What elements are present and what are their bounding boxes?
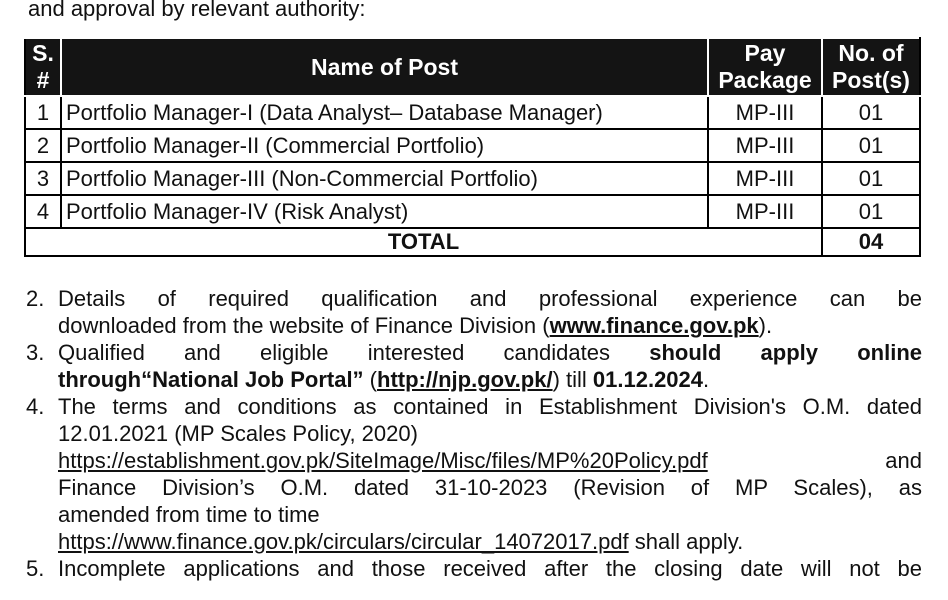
row-post-name: Portfolio Manager-II (Commercial Portfolio) (61, 129, 708, 162)
njp-portal-link[interactable]: http://njp.gov.pk/ (377, 367, 553, 392)
row-post-name: Portfolio Manager-III (Non-Commercial Portfolio) (61, 162, 708, 195)
item-text: through“National Job Portal” (http://njp.gov.pk/) till 01.12.2024. (58, 367, 710, 392)
item-text: Finance Division’s O.M. dated 31-10-2023 (Revision of MP Scales), as (58, 475, 922, 500)
item-text: 12.01.2021 (MP Scales Policy, 2020) (58, 421, 418, 446)
condition-item-3 (24, 339, 922, 393)
table-row (25, 96, 920, 129)
item-text: downloaded from the website of Finance Division (www.finance.gov.pk). (58, 313, 773, 338)
table-row (25, 195, 920, 228)
table-total-row (25, 228, 920, 256)
row-pay: MP-III (708, 162, 822, 195)
total-value: 04 (822, 228, 920, 256)
row-count: 01 (822, 129, 920, 162)
row-pay: MP-III (708, 96, 822, 129)
row-count: 01 (822, 96, 920, 129)
item-text: Qualified and eligible interested candidates should apply online (58, 340, 922, 365)
item-text: Incomplete applications and those received after the closing date will not be (58, 556, 922, 581)
table-header-row (25, 38, 920, 96)
row-sno: 2 (25, 129, 61, 162)
conditions-list (24, 285, 922, 582)
item-text: Details of required qualification and professional experience can be (58, 286, 922, 311)
row-count: 01 (822, 195, 920, 228)
row-pay: MP-III (708, 195, 822, 228)
condition-item-2 (24, 285, 922, 339)
item-number: 3. (26, 340, 45, 365)
finance-circular-link[interactable]: https://www.finance.gov.pk/circulars/circular_14072017.pdf (58, 529, 629, 554)
row-count: 01 (822, 162, 920, 195)
row-sno: 1 (25, 96, 61, 129)
closing-date: 01.12.2024 (592, 367, 704, 392)
header-num-posts: No. of Post(s) (822, 38, 920, 96)
intro-text: and approval by relevant authority: (28, 0, 366, 21)
item-number: 4. (26, 394, 45, 419)
establishment-policy-link[interactable]: https://establishment.gov.pk/SiteImage/Misc/files/MP%20Policy.pdf (58, 448, 708, 473)
row-post-name: Portfolio Manager-I (Data Analyst– Database Manager) (61, 96, 708, 129)
item-text: The terms and conditions as contained in Establishment Division's O.M. dated (58, 394, 922, 419)
posts-table (24, 37, 921, 257)
item-number: 2. (26, 286, 45, 311)
header-post-name: Name of Post (61, 38, 708, 96)
table-row (25, 129, 920, 162)
row-post-name: Portfolio Manager-IV (Risk Analyst) (61, 195, 708, 228)
condition-item-4 (24, 393, 922, 555)
row-pay: MP-III (708, 129, 822, 162)
header-pay-package: Pay Package (708, 38, 822, 96)
row-sno: 3 (25, 162, 61, 195)
item-number: 5. (26, 556, 45, 581)
condition-item-5 (24, 555, 922, 582)
total-label: TOTAL (25, 228, 822, 256)
item-text: https://establishment.gov.pk/SiteImage/Misc/files/MP%20Policy.pdf and (58, 448, 922, 473)
header-sno: S. # (25, 38, 61, 96)
finance-website-link[interactable]: www.finance.gov.pk (549, 313, 759, 338)
row-sno: 4 (25, 195, 61, 228)
item-text: https://www.finance.gov.pk/circulars/circular_14072017.pdf shall apply. (58, 529, 744, 554)
table-row (25, 162, 920, 195)
item-text: amended from time to time (58, 502, 320, 527)
